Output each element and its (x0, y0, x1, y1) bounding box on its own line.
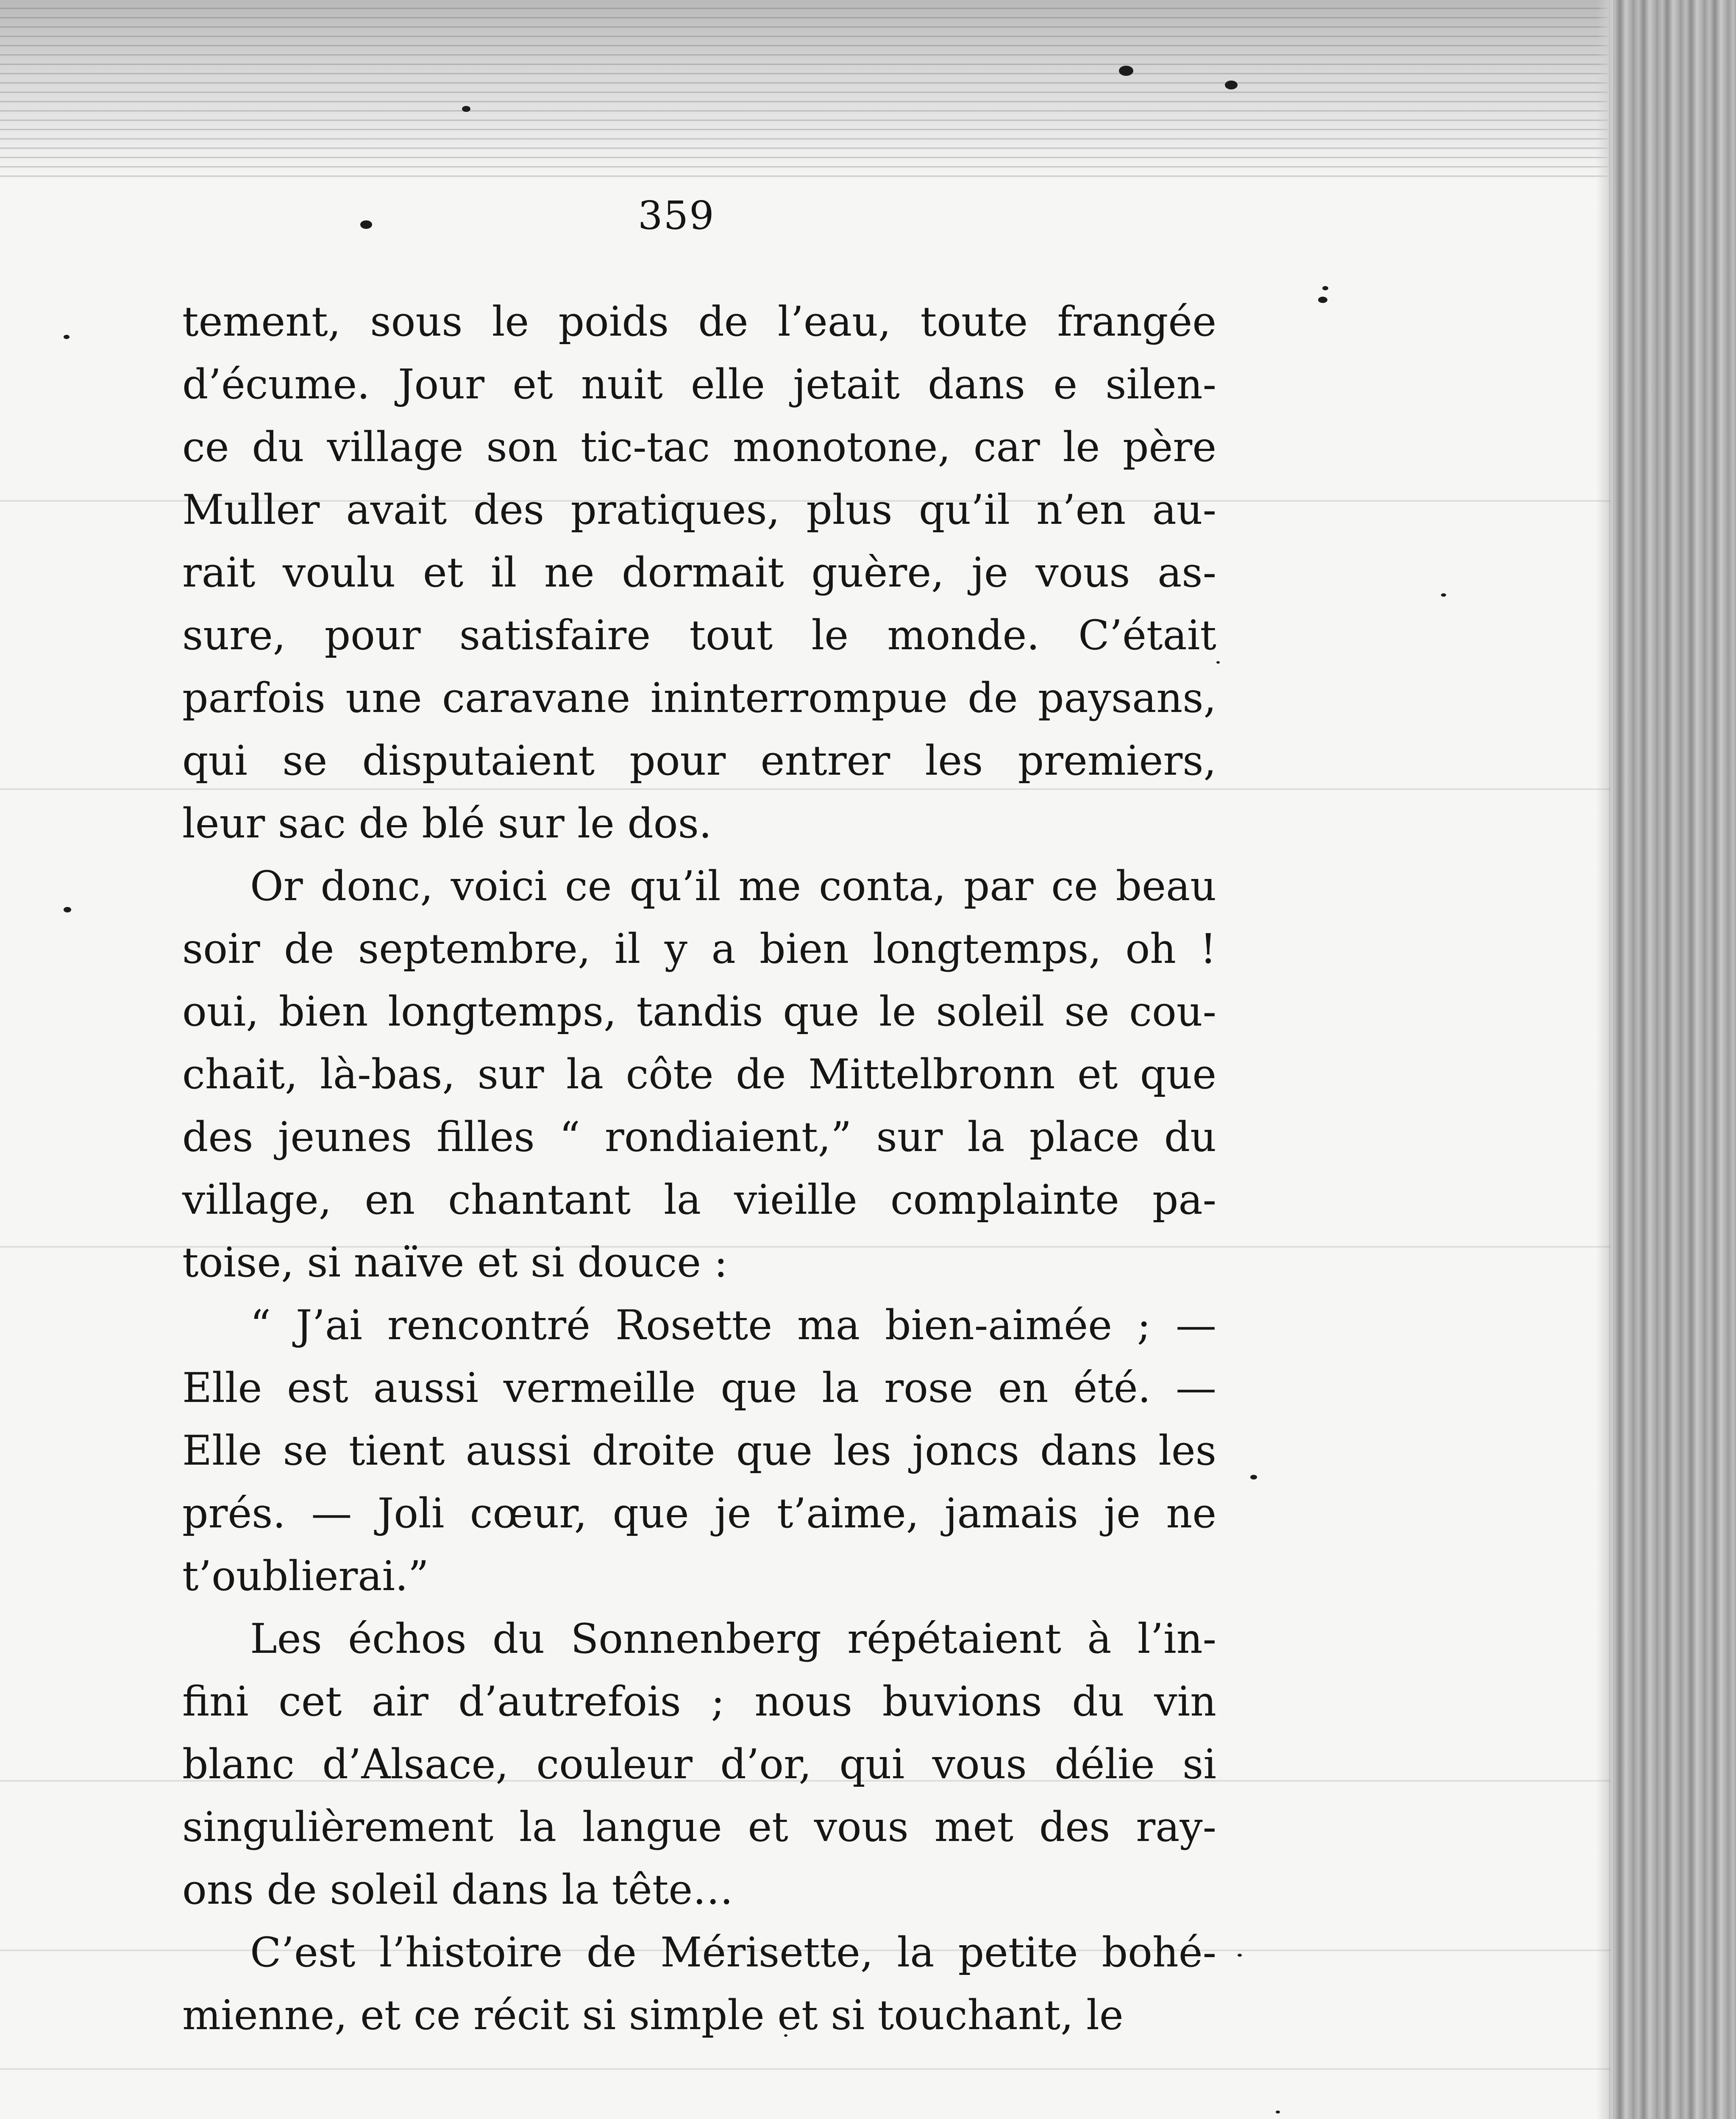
text-line: soir de septembre, il y a bien longtemps, oh ! (182, 925, 1216, 973)
text-line: Les échos du Sonnenberg répétaient à l’in- (250, 1615, 1216, 1663)
text-line: toise, si naïve et si douce : (182, 1239, 728, 1286)
paragraph (182, 1921, 1216, 2047)
speck (1250, 1475, 1257, 1479)
speck (1225, 81, 1238, 89)
text-line: t’oublierai.” (182, 1552, 429, 1600)
text-line: rait voulu et il ne dormait guère, je vous as- (182, 549, 1216, 596)
text-line: Muller avait des pratiques, plus qu’il n’en au- (182, 486, 1216, 534)
text-line: “ J’ai rencontré Rosette ma bien-aimée ; — (250, 1301, 1216, 1349)
speck (1318, 297, 1327, 303)
gutter-edge (1596, 0, 1613, 2119)
text-line: fini cet air d’autrefois ; nous buvions du vin (182, 1678, 1216, 1725)
ruling-line (0, 2068, 1611, 2070)
paragraph (182, 290, 1216, 855)
scan-top-shadow (0, 0, 1619, 182)
speck (462, 106, 470, 112)
text-line: qui se disputaient pour entrer les premiers, (182, 737, 1216, 784)
text-line: village, en chantant la vieille complainte pa- (182, 1176, 1216, 1224)
speck (1238, 1954, 1242, 1957)
speck (1322, 286, 1328, 290)
paragraph (182, 855, 1216, 1294)
speck (64, 907, 71, 912)
text-line: d’écume. Jour et nuit elle jetait dans e silen- (182, 361, 1216, 408)
speck (1216, 661, 1220, 664)
text-line: blanc d’Alsace, couleur d’or, qui vous délie si (182, 1741, 1216, 1788)
speck (1276, 2111, 1280, 2113)
text-line: parfois une caravane ininterrompue de paysans, (182, 674, 1216, 722)
page-number: 359 (638, 193, 715, 238)
text-line: ons de soleil dans la tête… (182, 1866, 734, 1913)
speck (360, 220, 372, 229)
speck (1119, 66, 1133, 76)
text-line: mienne, et ce récit si simple et si touchant, le (182, 1991, 1124, 2039)
text-line: leur sac de blé sur le dos. (182, 800, 712, 847)
speck (64, 335, 70, 339)
text-line: Or donc, voici ce qu’il me conta, par ce beau (250, 862, 1216, 910)
text-line: Elle est aussi vermeille que la rose en été. — (182, 1364, 1216, 1412)
text-line: prés. — Joli cœur, que je t’aime, jamais je ne (182, 1490, 1216, 1537)
text-line: ce du village son tic-tac monotone, car le père (182, 423, 1216, 471)
paragraph (182, 1607, 1216, 1921)
text-line: singulièrement la langue et vous met des ray- (182, 1803, 1216, 1851)
text-line: des jeunes filles “ rondiaient,” sur la place du (182, 1113, 1216, 1161)
body-text (182, 290, 1216, 2047)
book-gutter-shadow (1609, 0, 1736, 2119)
text-line: oui, bien longtemps, tandis que le soleil se cou- (182, 988, 1216, 1035)
paragraph (182, 1294, 1216, 1607)
text-line: tement, sous le poids de l’eau, toute frangée (182, 298, 1216, 345)
speck (1441, 593, 1446, 597)
text-line: Elle se tient aussi droite que les joncs dans les (182, 1427, 1216, 1474)
text-line: chait, là-bas, sur la côte de Mittelbronn et que (182, 1051, 1216, 1098)
text-line: sure, pour satisfaire tout le monde. C’était (182, 612, 1216, 659)
text-line: C’est l’histoire de Mérisette, la petite bohé- (250, 1929, 1216, 1976)
